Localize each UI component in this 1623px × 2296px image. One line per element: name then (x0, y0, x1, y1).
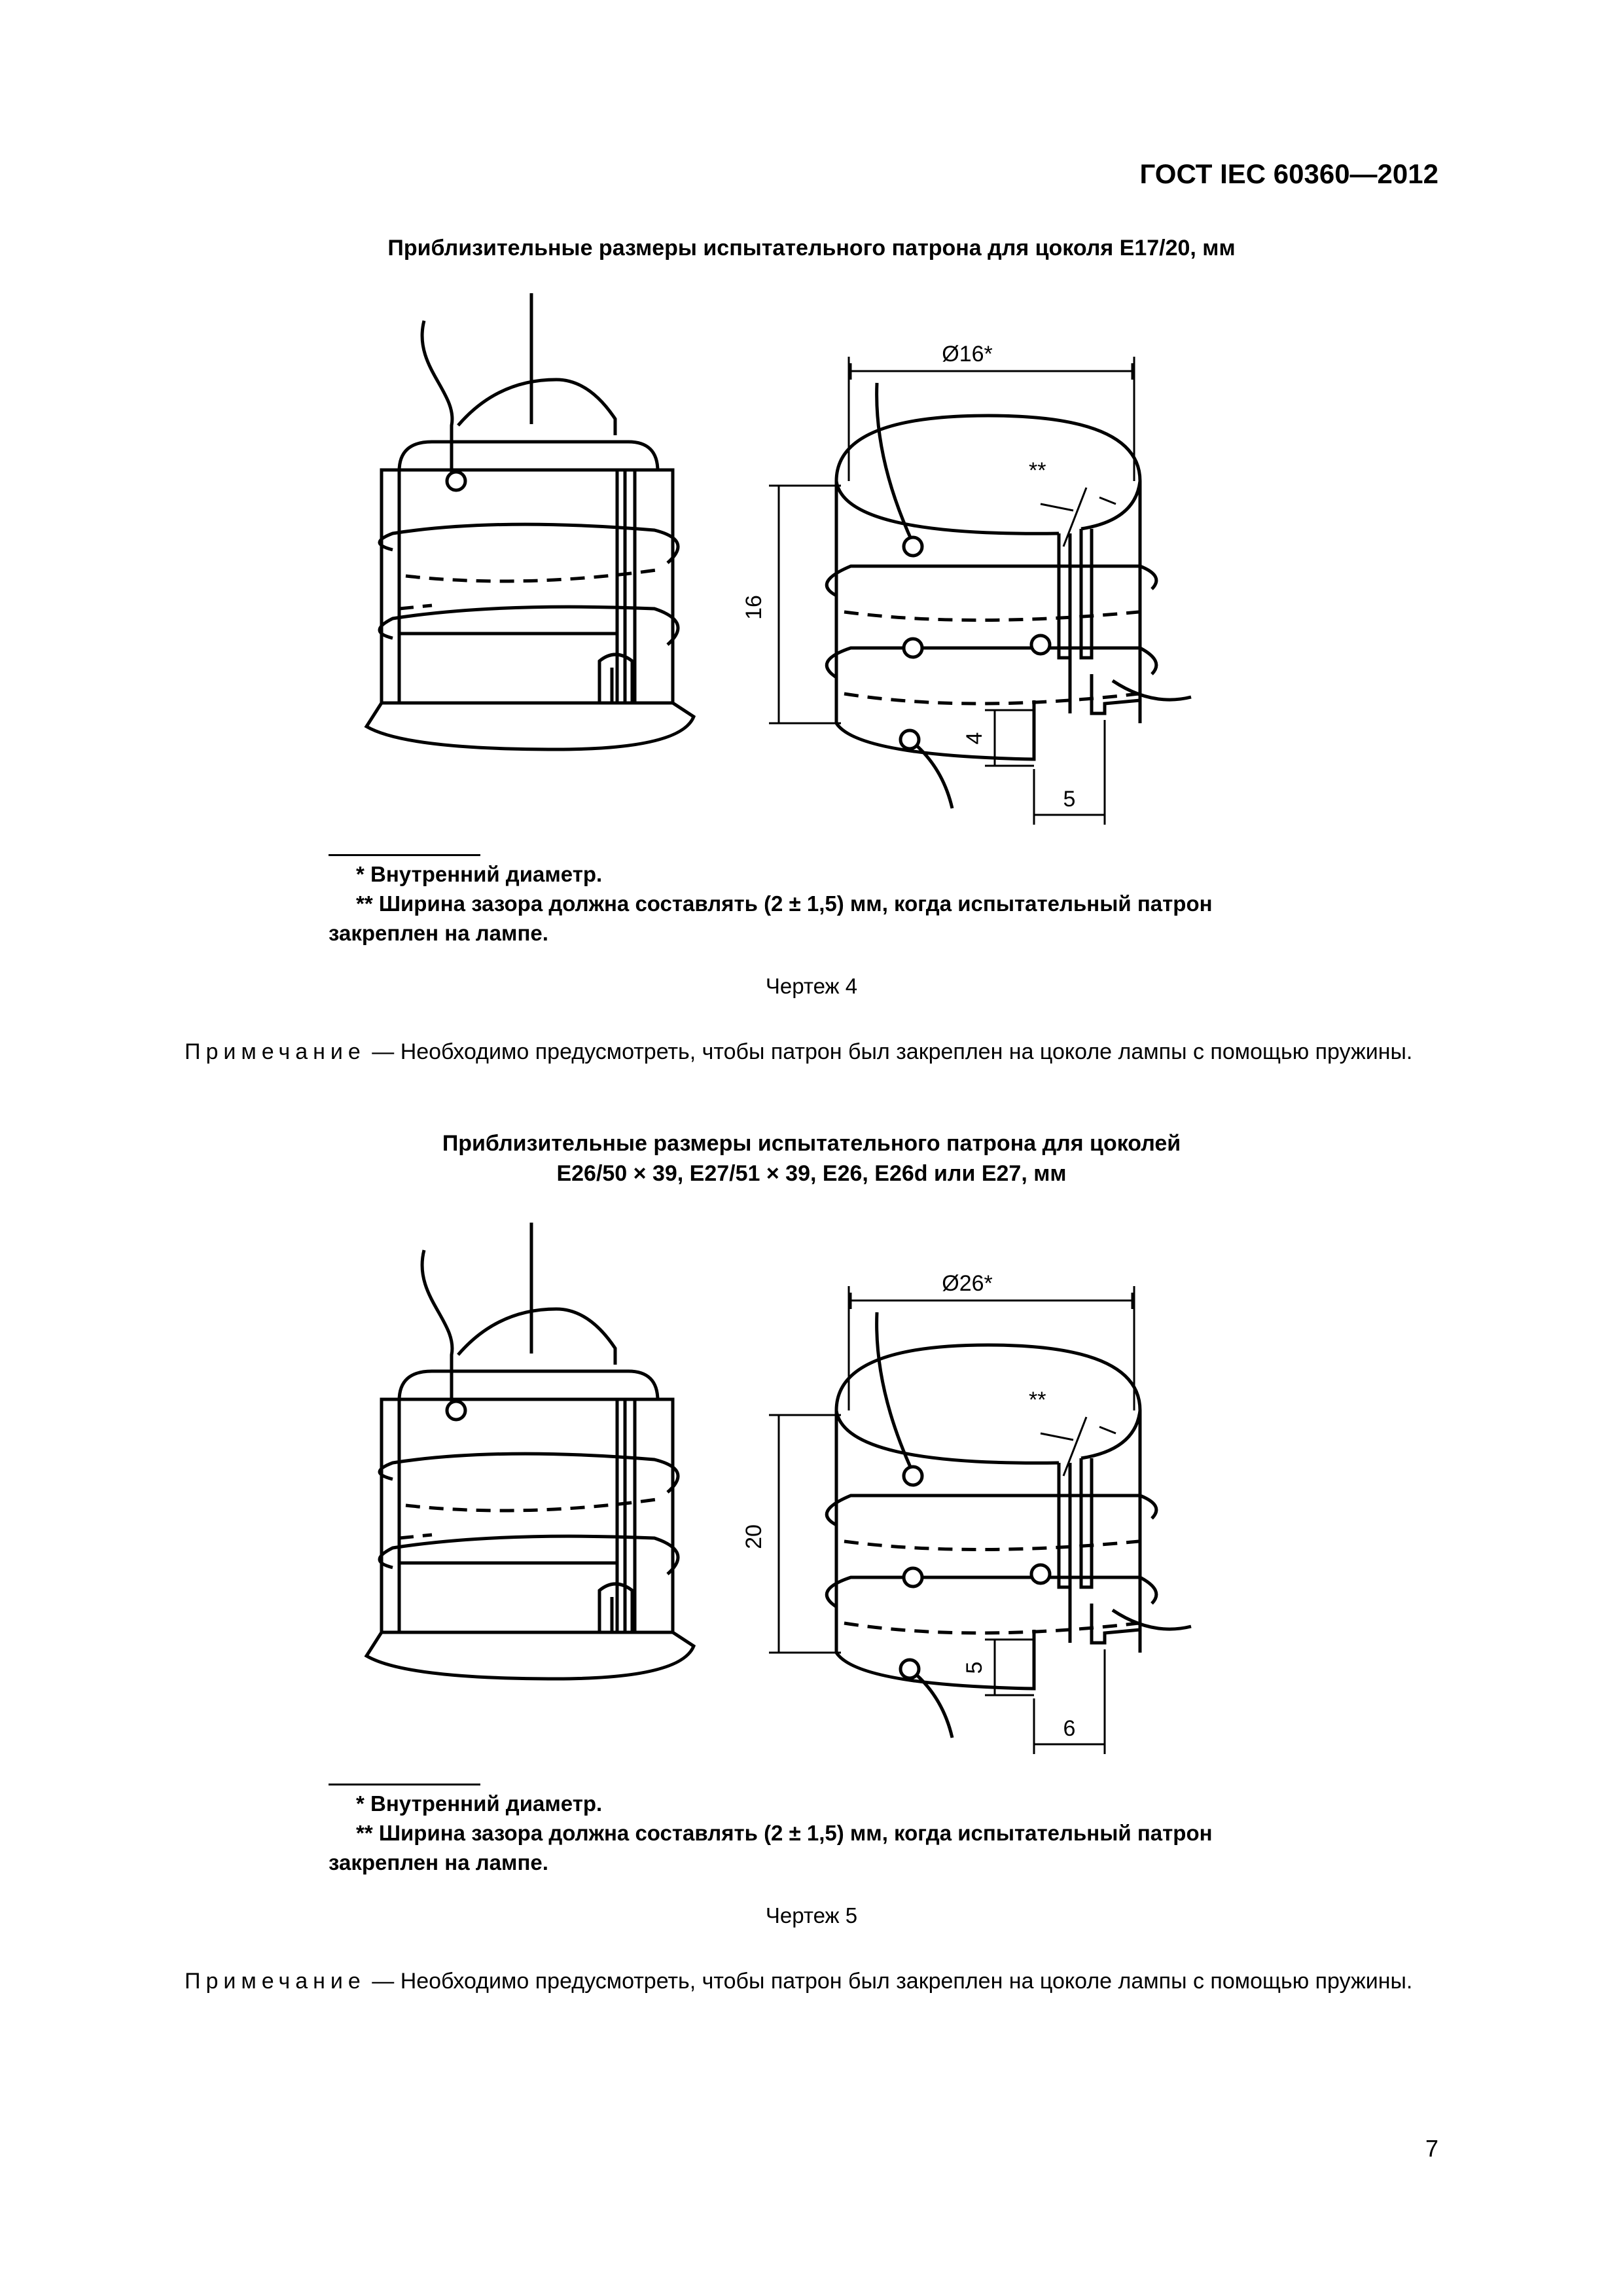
contact-point (901, 1660, 919, 1678)
figure-4-caption: Чертеж 4 (765, 974, 858, 998)
cap-flange (366, 1632, 694, 1679)
figure-4-drawing (0, 0, 1623, 812)
height-dimension-line (769, 486, 841, 723)
spring-coil-back (399, 605, 432, 609)
note-label: Примечание (185, 1969, 366, 1994)
contact-point (1031, 1565, 1050, 1583)
figure-5-drawing (0, 929, 1623, 1741)
diameter-label: Ø16* (942, 342, 993, 367)
contact-point (1031, 636, 1050, 654)
cap-body (382, 1399, 673, 1632)
gap-dimension-leader (1041, 1417, 1116, 1476)
gap-mark-label: ** (1029, 1388, 1046, 1412)
holder-slot-bottom (1070, 658, 1140, 713)
holder-rim-front (836, 481, 1140, 533)
cap-body (382, 470, 673, 703)
footnote-gap-width-cont: закреплен на лампе. (329, 921, 548, 945)
cap-dome (458, 380, 615, 435)
note-text: — Необходимо предусмотреть, чтобы патрон был закреплен на цоколе лампы с помощью пружины. (365, 1039, 1413, 1064)
diameter-dimension-line (849, 357, 1134, 481)
diameter-label: Ø26* (942, 1271, 993, 1296)
holder-slot-bottom (1070, 1587, 1140, 1643)
footnote-gap-width-cont: закреплен на лампе. (329, 1850, 548, 1874)
note-label: Примечание (185, 1039, 366, 1064)
holder-gap-slot (1059, 529, 1092, 658)
height-dimension-line (769, 1415, 841, 1653)
spring-coil-back (406, 1499, 661, 1511)
lead-wire (422, 321, 452, 481)
holder-coil-back (844, 694, 1139, 704)
cap-flange (366, 703, 694, 749)
height-label: 20 (741, 1524, 766, 1549)
gap-mark-label: ** (1029, 458, 1046, 483)
slot-width-label: 6 (1063, 1716, 1076, 1741)
holder-coil (827, 566, 1156, 596)
figure-5-note (116, 1965, 1438, 1997)
holder-rim-front (836, 1410, 1140, 1463)
holder-coil (827, 1496, 1156, 1525)
lead-wire (1113, 681, 1191, 700)
footnote-gap-width: ** Ширина зазора должна составлять (2 ± 1,5) мм, когда испытательный патрон (356, 1821, 1213, 1845)
figure-5-caption: Чертеж 5 (765, 1903, 858, 1928)
figure-5-title-line1: Приблизительные размеры испытательного патрона для цоколей (442, 1131, 1181, 1156)
holder-gap-slot (1059, 1458, 1092, 1587)
lead-wire (1113, 1610, 1191, 1629)
footnote-separator (329, 1784, 480, 1785)
spring-coil-back (406, 569, 661, 581)
contact-point (901, 730, 919, 749)
cap-top (399, 1371, 658, 1401)
lead-wire (910, 1669, 952, 1738)
page-number: 7 (1425, 2135, 1438, 2162)
height-label: 16 (741, 595, 766, 620)
cap-dome (458, 1309, 615, 1365)
cap-top (399, 442, 658, 471)
footnote-inner-diameter: * Внутренний диаметр. (356, 862, 603, 886)
contact-point (904, 1568, 922, 1587)
diameter-dimension-line (849, 1286, 1134, 1410)
slot-width-label: 5 (1063, 787, 1076, 812)
contact-point (447, 472, 465, 490)
holder-coil-back (844, 1541, 1139, 1550)
holder-coil (827, 1577, 1156, 1607)
spring-coil-back (399, 1535, 432, 1538)
footnote-inner-diameter: * Внутренний диаметр. (356, 1791, 603, 1816)
holder-coil-back (844, 1623, 1139, 1633)
slot-depth-label: 4 (962, 732, 987, 745)
lead-wire (422, 1250, 452, 1410)
slot-depth-label: 5 (962, 1661, 987, 1674)
contact-point (904, 1467, 922, 1485)
figure-5-title-line2: Е26/50 × 39, Е27/51 × 39, Е26, Е26d или Е27, мм (556, 1161, 1067, 1186)
holder-coil-back (844, 612, 1139, 620)
contact-point (447, 1401, 465, 1420)
contact-point (904, 639, 922, 657)
footnote-gap-width: ** Ширина зазора должна составлять (2 ± 1,5) мм, когда испытательный патрон (356, 891, 1213, 916)
note-text: — Необходимо предусмотреть, чтобы патрон был закреплен на цоколе лампы с помощью пружины. (365, 1969, 1413, 1994)
holder-coil (827, 648, 1156, 677)
standard-header: ГОСТ IEC 60360—2012 (1139, 158, 1438, 189)
contact-point (904, 537, 922, 556)
lead-wire (910, 740, 952, 808)
footnote-separator (329, 854, 480, 856)
gap-dimension-leader (1041, 488, 1116, 547)
figure-4-title: Приблизительные размеры испытательного патрона для цоколя Е17/20, мм (387, 236, 1236, 260)
